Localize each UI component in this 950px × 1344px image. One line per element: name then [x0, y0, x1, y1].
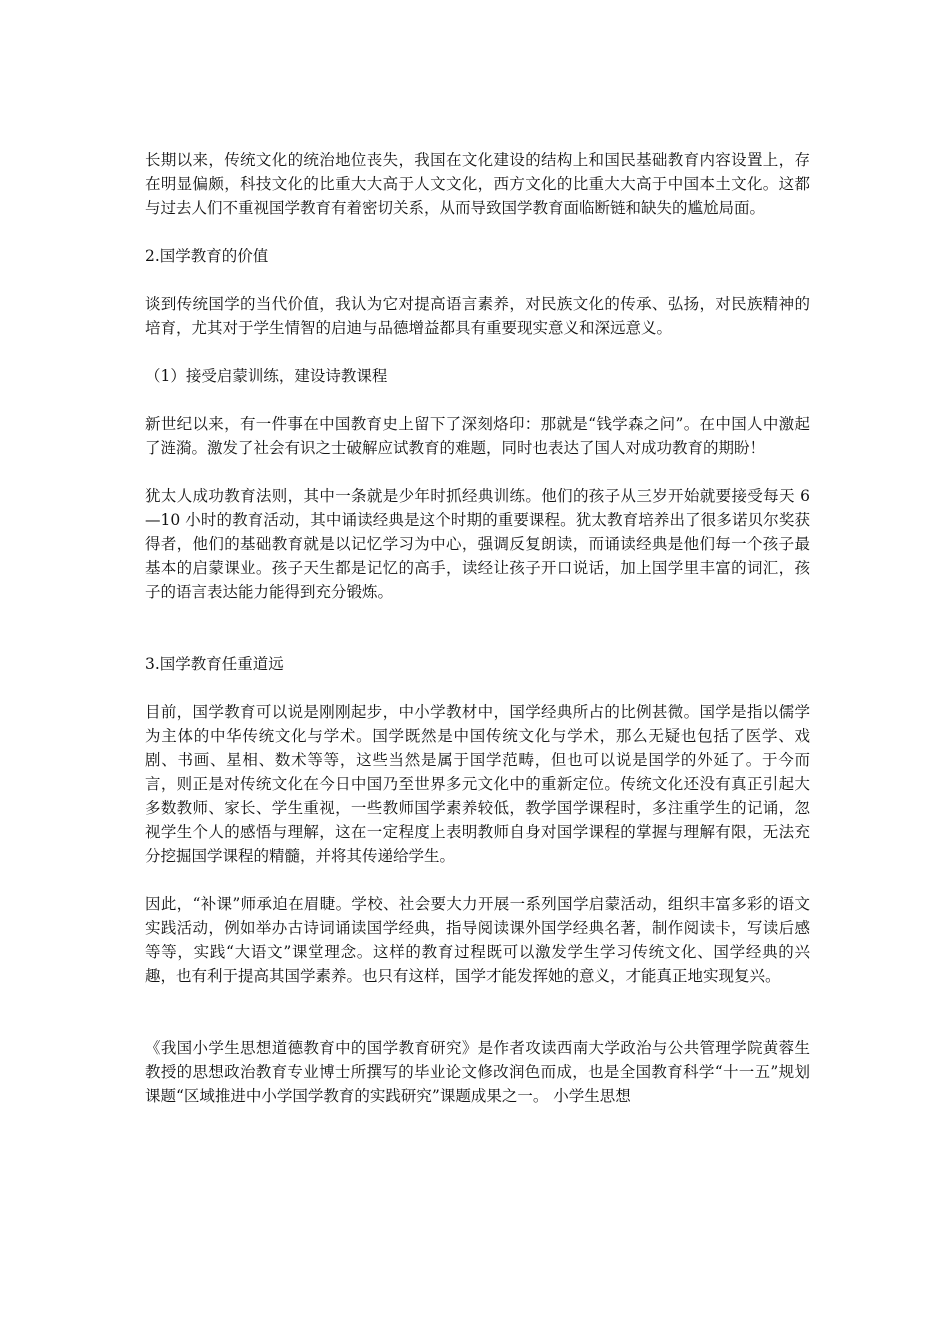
spacer	[145, 268, 810, 292]
spacer	[145, 220, 810, 244]
paragraph-current-state: 目前，国学教育可以说是刚刚起步，中小学教材中，国学经典所占的比例甚微。国学是指以儒学为主体的中华传统文化与学术。国学既然是中国传统文化与学术，那么无疑也包括了医学、戏剧、书画、星相、数术等等，这些当然是属于国学范畴，但也可以说是国学的外延了。于今而言，则正是对传统文化在今日中国乃至世界多元文化中的重新定位。传统文化还没有真正引起大多数教师、家长、学生重视，一些教师国学素养较低，教学国学课程时，多注重学生的记诵，忽视学生个人的感悟与理解，这在一定程度上表明教师自身对国学课程的掌握与理解有限，无法充分挖掘国学课程的精髓，并将其传递给学生。	[145, 703, 810, 865]
paragraph-decline-of-tradition: 长期以来，传统文化的统治地位丧失，我国在文化建设的结构上和国民基础教育内容设置上，存在明显偏颇，科技文化的比重大大高于人文文化，西方文化的比重大大高于中国本土文化。这都与过去人们不重视国学教育有着密切关系，从而导致国学教育面临断链和缺失的尴尬局面。	[145, 151, 810, 217]
paragraph-book-introduction: 《我国小学生思想道德教育中的国学教育研究》是作者攻读西南大学政治与公共管理学院黄蓉生教授的思想政治教育专业博士所撰写的毕业论文修改润色而成，也是全国教育科学“十一五”规划课题“区域推进中小学国学教育的实践研究”课题成果之一。 小学生思想	[145, 1039, 810, 1105]
spacer	[145, 388, 810, 412]
section-heading-value: 2.国学教育的价值	[145, 247, 269, 265]
section-heading-long-road: 3.国学教育任重道远	[145, 655, 284, 673]
paragraph-jewish-education: 犹太人成功教育法则，其中一条就是少年时抓经典训练。他们的孩子从三岁开始就要接受每天 6—10 小时的教育活动，其中诵读经典是这个时期的重要课程。犹太教育培养出了很多诺贝尔奖获得者，他们的基础教育就是以记忆学习为中心，强调反复朗读，而诵读经典是他们每一个孩子最基本的启蒙课业。孩子天生都是记忆的高手，读经让孩子开口说话，加上国学里丰富的词汇，孩子的语言表达能力能得到充分锻炼。	[145, 487, 810, 601]
spacer	[145, 676, 810, 700]
spacer	[145, 604, 810, 652]
paragraph-remedial-teaching: 因此，“补课”师承迫在眉睫。学校、社会要大力开展一系列国学启蒙活动，组织丰富多彩的语文实践活动，例如举办古诗词诵读国学经典，指导阅读课外国学经典名著，制作阅读卡，写读后感等等，实践“大语文”课堂理念。这样的教育过程既可以激发学生学习传统文化、国学经典的兴趣，也有利于提高其国学素养。也只有这样，国学才能发挥她的意义，才能真正地实现复兴。	[145, 895, 810, 985]
document-body	[145, 148, 810, 1108]
paragraph-contemporary-value: 谈到传统国学的当代价值，我认为它对提高语言素养，对民族文化的传承、弘扬，对民族精神的培育，尤其对于学生情智的启迪与品德增益都具有重要现实意义和深远意义。	[145, 295, 810, 337]
spacer	[145, 460, 810, 484]
subsection-heading-enlightenment: （1）接受启蒙训练，建设诗教课程	[145, 367, 388, 385]
spacer	[145, 988, 810, 1036]
paragraph-qian-xuesen-question: 新世纪以来，有一件事在中国教育史上留下了深刻烙印：那就是“钱学森之问”。在中国人中激起了涟漪。激发了社会有识之士破解应试教育的难题，同时也表达了国人对成功教育的期盼！	[145, 415, 810, 457]
spacer	[145, 340, 810, 364]
spacer	[145, 868, 810, 892]
